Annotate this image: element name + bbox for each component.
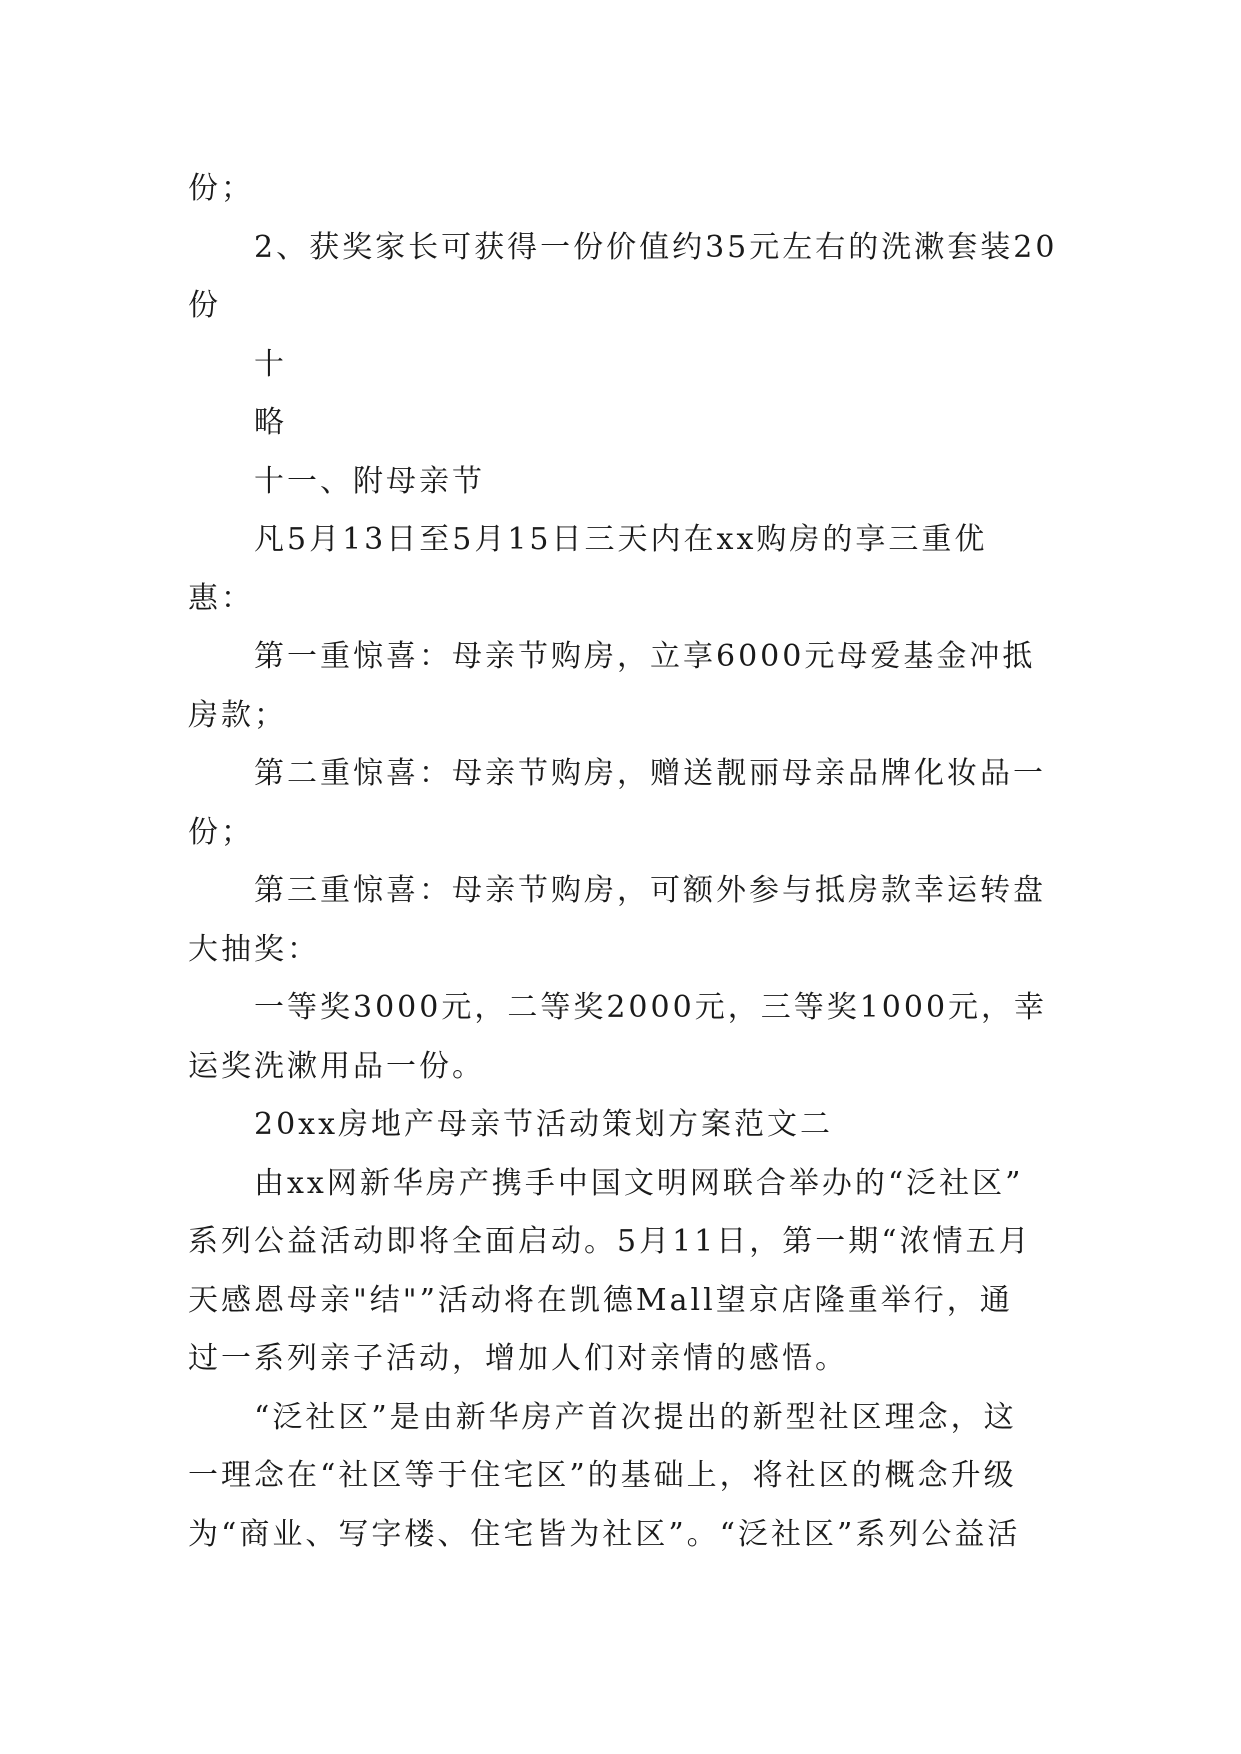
text-line: 房款； — [188, 697, 287, 733]
text-line: 大抽奖： — [188, 931, 320, 967]
text-line: 运奖洗漱用品一份。 — [188, 1048, 485, 1084]
text-line: 为“商业、写字楼、住宅皆为社区”。“泛社区”系列公益活 — [188, 1516, 1021, 1552]
section-heading: 十一、附母亲节 — [254, 463, 485, 499]
text-line: 由xx网新华房产携手中国文明网联合举办的“泛社区” — [254, 1165, 1024, 1201]
text-line: 天感恩母亲"结"”活动将在凯德Mall望京店隆重举行，通 — [188, 1282, 1013, 1318]
text-line: 凡5月13日至5月15日三天内在xx购房的享三重优 — [254, 522, 988, 557]
text-line: 过一系列亲子活动，增加人们对亲情的感悟。 — [188, 1341, 848, 1376]
document-body — [188, 160, 1058, 1564]
text-line: 2、获奖家长可获得一份价值约35元左右的洗漱套装20 — [254, 229, 1058, 265]
text-line: 第三重惊喜：母亲节购房，可额外参与抵房款幸运转盘 — [254, 873, 1046, 908]
text-line: 份 — [188, 288, 221, 323]
text-line: 份； — [188, 171, 254, 206]
section-heading: 20xx房地产母亲节活动策划方案范文二 — [254, 1107, 834, 1142]
text-line: 份； — [188, 814, 254, 850]
text-line: 惠： — [188, 580, 254, 616]
text-line: 一等奖3000元，二等奖2000元，三等奖1000元，幸 — [254, 990, 1048, 1025]
section-heading: 十 — [254, 346, 287, 382]
text-line: 第二重惊喜：母亲节购房，赠送靓丽母亲品牌化妆品一 — [254, 756, 1046, 791]
text-line: 一理念在“社区等于住宅区”的基础上，将社区的概念升级 — [188, 1458, 1017, 1493]
text-line: 第一重惊喜：母亲节购房，立享6000元母爱基金冲抵 — [254, 639, 1036, 674]
text-line: 略 — [254, 405, 287, 440]
text-line: “泛社区”是由新华房产首次提出的新型社区理念，这 — [254, 1399, 1017, 1435]
text-line: 系列公益活动即将全面启动。5月11日，第一期“浓情五月 — [188, 1224, 1032, 1259]
